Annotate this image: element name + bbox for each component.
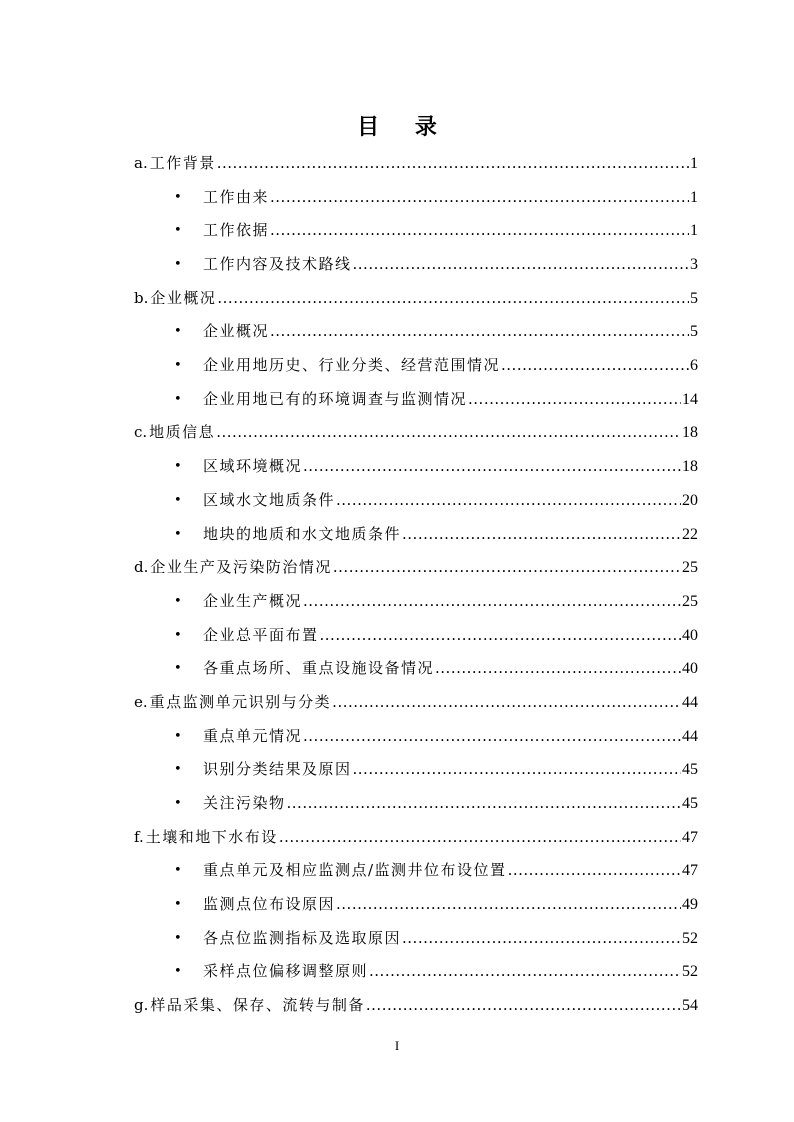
page-title: 目 录 — [357, 114, 451, 140]
dot-leader — [508, 854, 681, 888]
bullet-icon: • — [174, 526, 182, 542]
toc-entry-text: 企业概况 — [150, 288, 217, 307]
toc-entry-label — [203, 652, 434, 686]
toc-section-entry[interactable] — [134, 282, 698, 316]
toc-entry-label — [134, 821, 278, 855]
toc-section-entry[interactable] — [134, 989, 698, 1023]
toc-entry-label — [203, 585, 302, 619]
toc-page-number: 44 — [682, 693, 698, 711]
dot-leader — [287, 787, 681, 821]
toc-entry-label — [203, 922, 401, 956]
toc-entry-label — [203, 854, 507, 888]
dot-leader — [402, 518, 681, 552]
dot-leader — [270, 181, 689, 215]
toc-page-number: 20 — [682, 491, 698, 509]
toc-page-number: 54 — [682, 997, 698, 1015]
toc-entry-text: 工作由来 — [203, 187, 270, 206]
bullet-icon: • — [174, 459, 182, 475]
toc-page-number: 40 — [682, 660, 698, 678]
dot-leader — [336, 484, 681, 518]
dot-leader — [435, 652, 681, 686]
toc-subsection-entry[interactable] — [134, 383, 698, 417]
dot-leader — [333, 551, 681, 585]
toc-subsection-entry[interactable] — [134, 720, 698, 754]
toc-entry-label — [203, 955, 368, 989]
toc-page-number: 49 — [682, 896, 698, 914]
toc-page-number: 47 — [682, 862, 698, 880]
dot-leader — [217, 282, 689, 316]
toc-page-number: 25 — [682, 559, 698, 577]
toc-entry-label — [134, 686, 331, 720]
bullet-icon: • — [174, 358, 182, 374]
toc-entry-text: 企业生产及污染防治情况 — [150, 558, 332, 577]
bullet-icon: • — [174, 593, 182, 609]
toc-entry-label — [203, 484, 335, 518]
dot-leader — [366, 989, 681, 1023]
toc-entry-text: 区域环境概况 — [203, 457, 303, 476]
toc-entry-text: 识别分类结果及原因 — [203, 760, 352, 779]
bullet-icon: • — [174, 728, 182, 744]
toc-entry-text: 重点单元及相应监测点/监测井位布设位置 — [203, 861, 507, 880]
toc-subsection-entry[interactable] — [134, 315, 698, 349]
dot-leader — [332, 686, 681, 720]
toc-entry-text: 区域水文地质条件 — [203, 490, 336, 509]
toc-entry-label — [134, 282, 216, 316]
bullet-icon: • — [174, 964, 182, 980]
dot-leader — [353, 248, 689, 282]
dot-leader — [217, 147, 689, 181]
toc-section-entry[interactable] — [134, 417, 698, 451]
toc-entry-label — [203, 888, 335, 922]
toc-list — [134, 147, 698, 1023]
toc-subsection-entry[interactable] — [134, 956, 698, 990]
bullet-icon: • — [174, 189, 182, 205]
toc-subsection-entry[interactable] — [134, 484, 698, 518]
toc-entry-label — [203, 450, 302, 484]
toc-entry-label — [203, 349, 500, 383]
toc-entry-label — [203, 753, 352, 787]
toc-subsection-entry[interactable] — [134, 922, 698, 956]
toc-entry-text: 工作依据 — [203, 221, 270, 240]
bullet-icon: • — [174, 897, 182, 913]
page-footer-number: I — [394, 1038, 400, 1053]
toc-entry-label — [134, 416, 215, 450]
toc-entry-text: 关注污染物 — [203, 794, 286, 813]
toc-subsection-entry[interactable] — [134, 585, 698, 619]
bullet-icon: • — [174, 257, 182, 273]
toc-entry-label — [203, 518, 401, 552]
toc-page-number: 1 — [690, 188, 698, 206]
dot-leader — [468, 383, 681, 417]
dot-leader — [303, 585, 681, 619]
toc-page-number: 52 — [682, 929, 698, 947]
toc-page-number: 47 — [682, 828, 698, 846]
toc-entry-label — [203, 315, 269, 349]
toc-entry-label — [134, 989, 365, 1023]
toc-page-number: 14 — [682, 390, 698, 408]
toc-entry-label — [203, 787, 286, 821]
bullet-icon: • — [174, 863, 182, 879]
bullet-icon: • — [174, 627, 182, 643]
dot-leader — [270, 214, 689, 248]
toc-subsection-entry[interactable] — [134, 518, 698, 552]
bullet-icon: • — [174, 324, 182, 340]
toc-entry-text: 样品采集、保存、流转与制备 — [150, 996, 365, 1015]
toc-page-number: 45 — [682, 795, 698, 813]
toc-entry-text: 企业概况 — [203, 322, 270, 341]
dot-leader — [353, 753, 681, 787]
toc-subsection-entry[interactable] — [134, 248, 698, 282]
toc-entry-text: 工作背景 — [149, 153, 216, 172]
bullet-icon: • — [174, 391, 182, 407]
toc-section-prefix: d. — [134, 558, 149, 577]
toc-page-number: 3 — [690, 256, 698, 274]
toc-section-prefix: a. — [134, 153, 148, 172]
toc-subsection-entry[interactable] — [134, 619, 698, 653]
bullet-icon: • — [174, 762, 182, 778]
toc-entry-text: 采样点位偏移调整原则 — [203, 962, 369, 981]
toc-entry-label — [134, 551, 332, 585]
toc-entry-text: 各重点场所、重点设施设备情况 — [203, 659, 435, 678]
toc-entry-label — [203, 383, 467, 417]
toc-page-number: 6 — [690, 357, 698, 375]
toc-section-entry[interactable] — [134, 821, 698, 855]
dot-leader — [303, 450, 681, 484]
toc-page-number: 25 — [682, 592, 698, 610]
toc-subsection-entry[interactable] — [134, 181, 698, 215]
bullet-icon: • — [174, 223, 182, 239]
toc-section-entry[interactable] — [134, 551, 698, 585]
dot-leader — [320, 619, 681, 653]
bullet-icon: • — [174, 796, 182, 812]
toc-entry-text: 企业总平面布置 — [203, 625, 319, 644]
bullet-icon: • — [174, 661, 182, 677]
toc-page-number: 40 — [682, 626, 698, 644]
toc-page-number: 1 — [690, 154, 698, 172]
toc-subsection-entry[interactable] — [134, 787, 698, 821]
toc-subsection-entry[interactable] — [134, 450, 698, 484]
toc-subsection-entry[interactable] — [134, 652, 698, 686]
toc-page-number: 44 — [682, 727, 698, 745]
toc-subsection-entry[interactable] — [134, 854, 698, 888]
toc-section-prefix: e. — [134, 692, 148, 711]
toc-subsection-entry[interactable] — [134, 753, 698, 787]
toc-page-number: 1 — [690, 222, 698, 240]
toc-page-number: 45 — [682, 761, 698, 779]
toc-page-number: 5 — [690, 323, 698, 341]
toc-entry-text: 地块的地质和水文地质条件 — [203, 524, 402, 543]
toc-section-prefix: g. — [134, 996, 149, 1015]
dot-leader — [279, 821, 681, 855]
toc-entry-text: 工作内容及技术路线 — [203, 255, 352, 274]
toc-subsection-entry[interactable] — [134, 214, 698, 248]
dot-leader — [216, 416, 681, 450]
bullet-icon: • — [174, 930, 182, 946]
toc-section-prefix: b. — [134, 288, 149, 307]
toc-section-prefix: f. — [134, 827, 144, 846]
toc-page-number: 18 — [682, 458, 698, 476]
toc-entry-label — [203, 214, 269, 248]
toc-entry-text: 各点位监测指标及选取原因 — [203, 928, 402, 947]
toc-entry-text: 重点单元情况 — [203, 726, 303, 745]
dot-leader — [270, 315, 689, 349]
toc-entry-text: 土壤和地下水布设 — [145, 827, 278, 846]
toc-page-number: 52 — [682, 963, 698, 981]
toc-subsection-entry[interactable] — [134, 888, 698, 922]
toc-entry-label — [203, 619, 319, 653]
toc-page-number: 5 — [690, 289, 698, 307]
toc-page-number: 22 — [682, 525, 698, 543]
toc-page-number: 18 — [682, 424, 698, 442]
toc-entry-text: 地质信息 — [149, 423, 216, 442]
dot-leader — [369, 955, 681, 989]
toc-entry-text: 企业生产概况 — [203, 591, 303, 610]
toc-section-entry[interactable] — [134, 686, 698, 720]
toc-entry-label — [134, 147, 216, 181]
toc-entry-text: 企业用地已有的环境调查与监测情况 — [203, 389, 468, 408]
dot-leader — [501, 349, 689, 383]
toc-entry-text: 重点监测单元识别与分类 — [149, 692, 332, 711]
toc-entry-label — [203, 181, 269, 215]
dot-leader — [336, 888, 681, 922]
toc-entry-label — [203, 248, 352, 282]
toc-entry-label — [203, 720, 302, 754]
toc-subsection-entry[interactable] — [134, 349, 698, 383]
dot-leader — [303, 720, 681, 754]
toc-entry-text: 企业用地历史、行业分类、经营范围情况 — [203, 356, 501, 375]
dot-leader — [402, 922, 681, 956]
bullet-icon: • — [174, 492, 182, 508]
toc-section-prefix: c. — [134, 423, 148, 442]
toc-entry-text: 监测点位布设原因 — [203, 895, 336, 914]
toc-section-entry[interactable] — [134, 147, 698, 181]
